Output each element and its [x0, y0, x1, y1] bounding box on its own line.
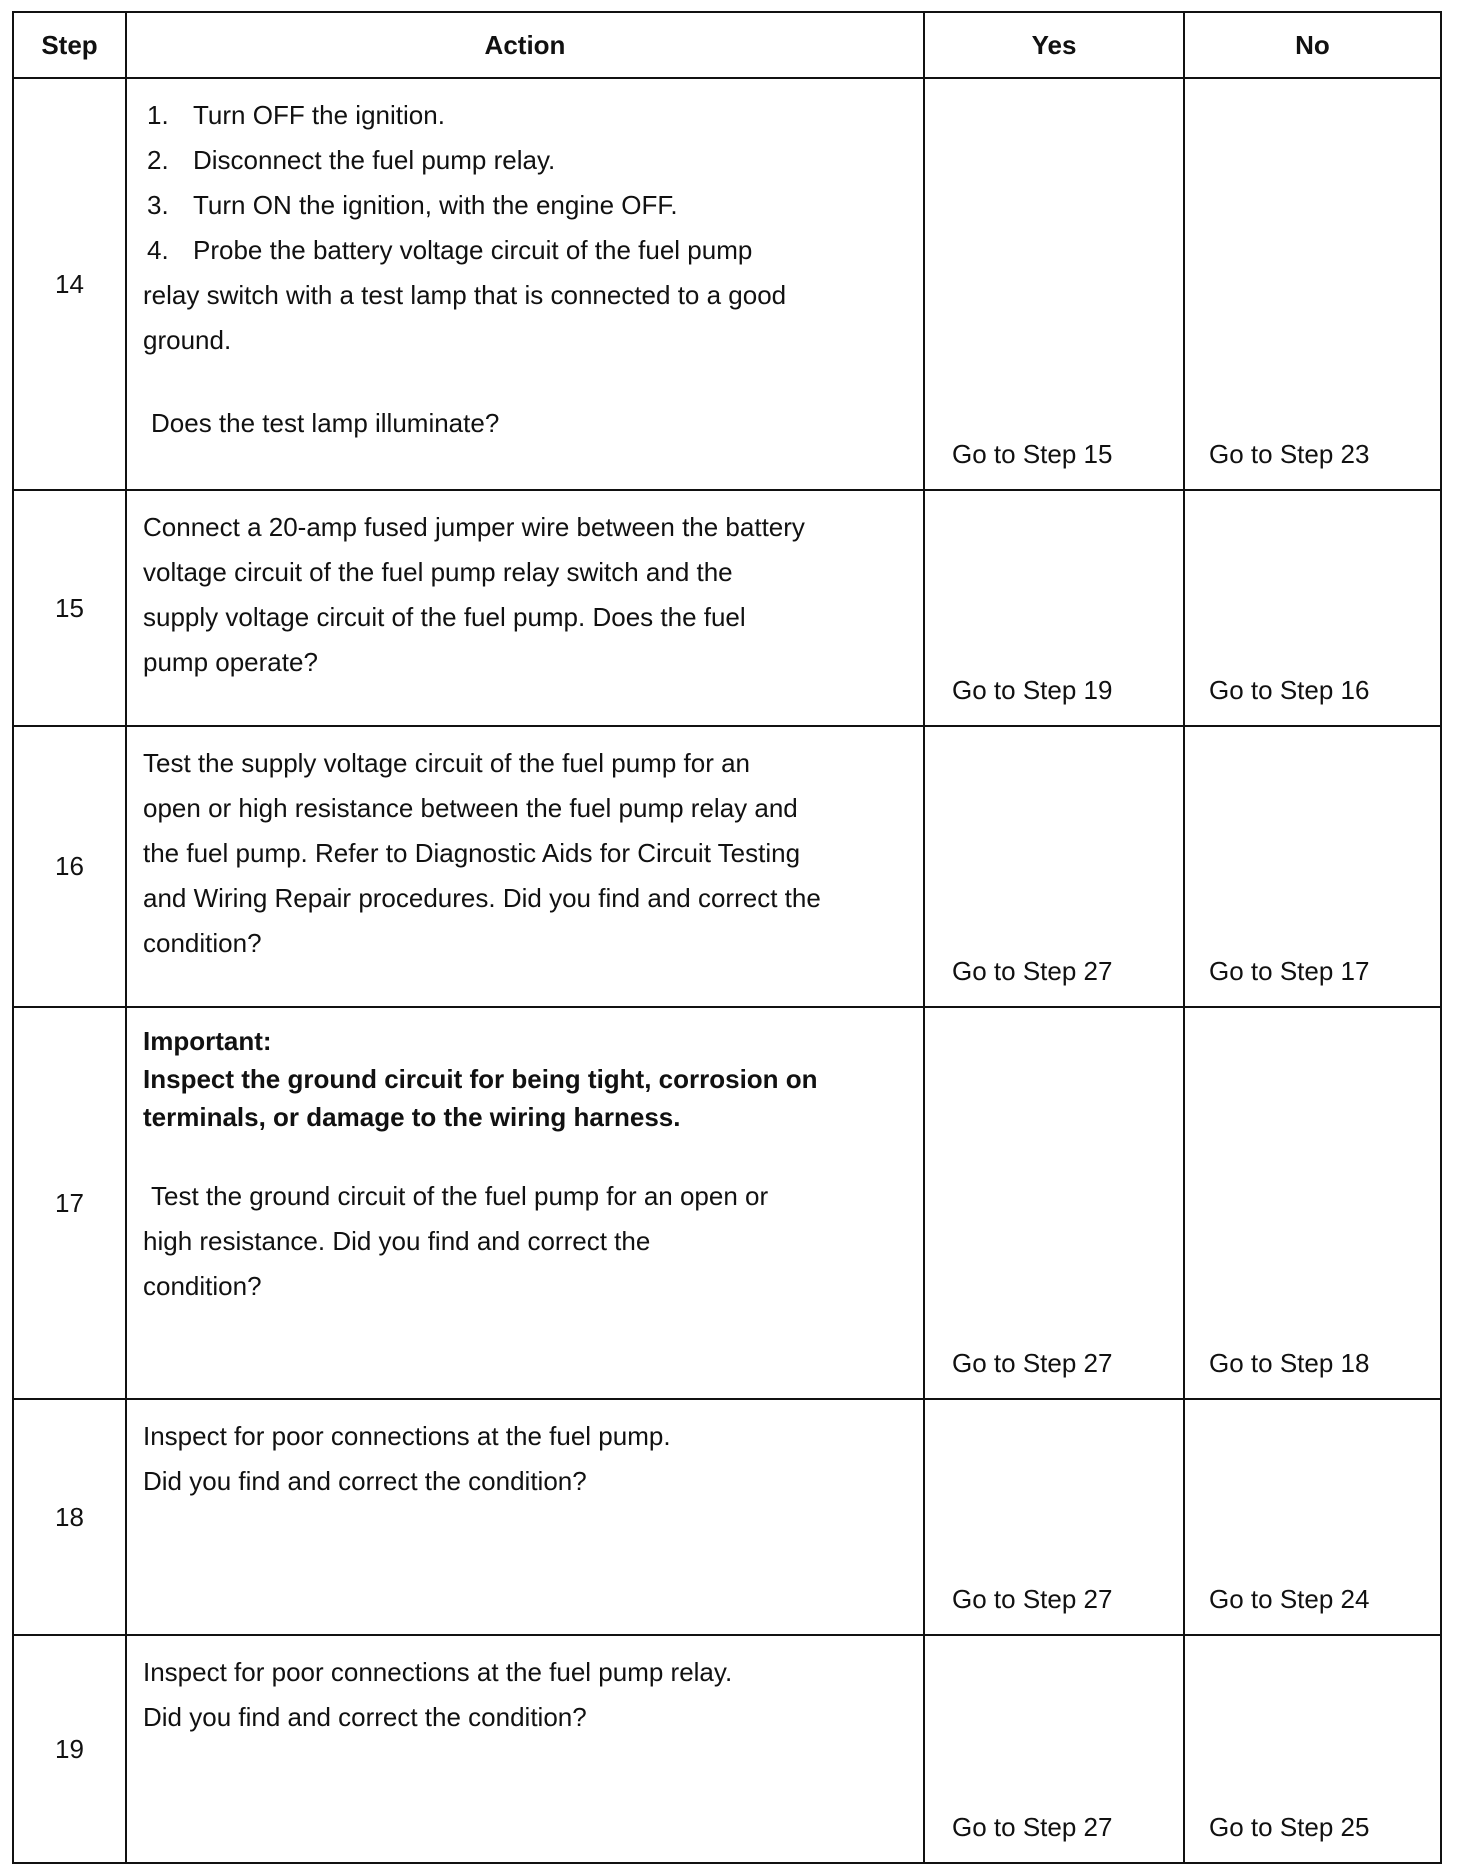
step-number: 19	[13, 1635, 126, 1863]
action-line: condition?	[143, 1271, 262, 1301]
yes-goto: Go to Step 27	[924, 1399, 1184, 1635]
spacer	[143, 1136, 911, 1174]
yes-goto: Go to Step 27	[924, 1007, 1184, 1399]
action-line: Test the ground circuit of the fuel pump for an open or	[151, 1181, 769, 1211]
list-item	[143, 183, 911, 228]
question-text: Does the test lamp illuminate?	[151, 408, 500, 438]
table-row	[13, 726, 1441, 1007]
diagnostic-table-wrapper	[12, 11, 1442, 1864]
no-goto: Go to Step 25	[1184, 1635, 1441, 1863]
action-line: condition?	[143, 928, 262, 958]
action-line: and Wiring Repair procedures. Did you find and correct the	[143, 883, 821, 913]
yes-goto: Go to Step 15	[924, 78, 1184, 490]
list-number: 4.	[147, 235, 169, 265]
header-row	[13, 12, 1441, 78]
no-goto: Go to Step 18	[1184, 1007, 1441, 1399]
header-yes: Yes	[924, 12, 1184, 78]
action-line: high resistance. Did you find and correct the	[143, 1226, 651, 1256]
yes-goto: Go to Step 19	[924, 490, 1184, 726]
important-heading: Important:	[143, 1026, 272, 1056]
diagnostic-table	[12, 11, 1442, 1864]
list-number: 1.	[147, 100, 169, 130]
list-item	[143, 138, 911, 183]
no-goto: Go to Step 16	[1184, 490, 1441, 726]
table-row	[13, 490, 1441, 726]
action-cell	[126, 490, 924, 726]
list-continuation: relay switch with a test lamp that is connected to a good	[143, 280, 787, 310]
step-number: 14	[13, 78, 126, 490]
list-text: Disconnect the fuel pump relay.	[193, 145, 556, 175]
list-continuation: ground.	[143, 325, 232, 355]
action-line: the fuel pump. Refer to Diagnostic Aids for Circuit Testing	[143, 838, 801, 868]
action-line: Did you find and correct the condition?	[143, 1702, 587, 1732]
yes-goto: Go to Step 27	[924, 1635, 1184, 1863]
spacer	[143, 363, 911, 401]
no-goto: Go to Step 23	[1184, 78, 1441, 490]
action-cell	[126, 1007, 924, 1399]
action-cell	[126, 1635, 924, 1863]
important-line: terminals, or damage to the wiring harness.	[143, 1102, 681, 1132]
table-row	[13, 1635, 1441, 1863]
header-action: Action	[126, 12, 924, 78]
action-line: Inspect for poor connections at the fuel pump relay.	[143, 1657, 733, 1687]
header-no: No	[1184, 12, 1441, 78]
step-number: 17	[13, 1007, 126, 1399]
action-cell	[126, 726, 924, 1007]
action-cell	[126, 1399, 924, 1635]
list-text: Turn ON the ignition, with the engine OFF.	[193, 190, 678, 220]
list-number: 3.	[147, 190, 169, 220]
header-step: Step	[13, 12, 126, 78]
action-line: Test the supply voltage circuit of the fuel pump for an	[143, 748, 751, 778]
step-number: 15	[13, 490, 126, 726]
list-item	[143, 228, 911, 273]
action-cell	[126, 78, 924, 490]
action-line: open or high resistance between the fuel pump relay and	[143, 793, 798, 823]
no-goto: Go to Step 17	[1184, 726, 1441, 1007]
list-text: Turn OFF the ignition.	[193, 100, 445, 130]
list-text: Probe the battery voltage circuit of the fuel pump	[193, 235, 753, 265]
list-item	[143, 93, 911, 138]
action-line: supply voltage circuit of the fuel pump. Does the fuel	[143, 602, 746, 632]
no-goto: Go to Step 24	[1184, 1399, 1441, 1635]
action-line: pump operate?	[143, 647, 318, 677]
list-number: 2.	[147, 145, 169, 175]
action-line: Did you find and correct the condition?	[143, 1466, 587, 1496]
table-row	[13, 78, 1441, 490]
action-line: Connect a 20-amp fused jumper wire between the battery	[143, 512, 805, 542]
table-row	[13, 1399, 1441, 1635]
step-number: 18	[13, 1399, 126, 1635]
action-line: Inspect for poor connections at the fuel pump.	[143, 1421, 671, 1451]
action-line: voltage circuit of the fuel pump relay switch and the	[143, 557, 733, 587]
table-row	[13, 1007, 1441, 1399]
step-number: 16	[13, 726, 126, 1007]
yes-goto: Go to Step 27	[924, 726, 1184, 1007]
important-line: Inspect the ground circuit for being tight, corrosion on	[143, 1064, 818, 1094]
